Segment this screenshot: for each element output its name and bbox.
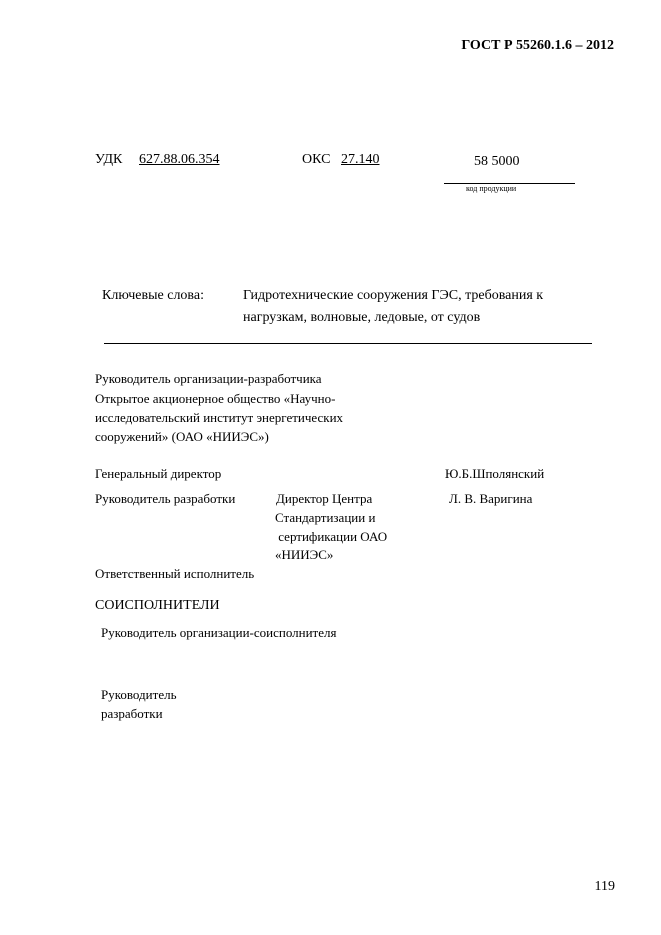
- keywords-line-1: Гидротехнические сооружения ГЭС, требования к: [243, 288, 544, 303]
- center-director-line-2: Стандартизации и: [275, 510, 376, 525]
- general-director-name: Ю.Б.Шполянский: [445, 466, 545, 481]
- developer-org-line-3: сооружений» (ОАО «НИИЭС»): [95, 429, 269, 444]
- developer-org-line-1: Открытое акционерное общество «Научно-: [95, 391, 336, 406]
- co-executor-dev-head-line-1: Руководитель: [101, 687, 177, 702]
- oks-value: 27.140: [341, 152, 380, 167]
- product-code-value: 58 5000: [474, 154, 520, 169]
- standard-code: ГОСТ Р 55260.1.6 – 2012: [461, 38, 614, 53]
- udk-value: 627.88.06.354: [139, 152, 220, 167]
- center-director-line-1: Директор Центра: [276, 491, 373, 506]
- keywords-label: Ключевые слова:: [102, 288, 204, 303]
- general-director-label: Генеральный директор: [95, 466, 222, 481]
- center-director-line-3: сертификации ОАО: [275, 529, 388, 544]
- udk-label: УДК: [95, 152, 123, 167]
- co-executor-org-head-label: Руководитель организации-соисполнителя: [101, 625, 337, 640]
- product-code-caption: код продукции: [466, 184, 517, 193]
- developer-heading: Руководитель организации-разработчика: [95, 371, 322, 386]
- page-number: 119: [594, 879, 615, 894]
- dev-head-label: Руководитель разработки: [95, 491, 236, 506]
- oks-label: ОКС: [302, 152, 331, 167]
- co-executor-dev-head-line-2: разработки: [101, 706, 163, 721]
- co-executors-heading: СОИСПОЛНИТЕЛИ: [95, 598, 220, 613]
- keywords-separator: [104, 343, 592, 344]
- responsible-executor-label: Ответственный исполнитель: [95, 566, 255, 581]
- developer-org-line-2: исследовательский институт энергетических: [95, 410, 344, 425]
- center-director-line-4: «НИИЭС»: [275, 547, 334, 562]
- dev-head-name: Л. В. Варигина: [449, 491, 533, 506]
- keywords-line-2: нагрузкам, волновые, ледовые, от судов: [243, 310, 481, 325]
